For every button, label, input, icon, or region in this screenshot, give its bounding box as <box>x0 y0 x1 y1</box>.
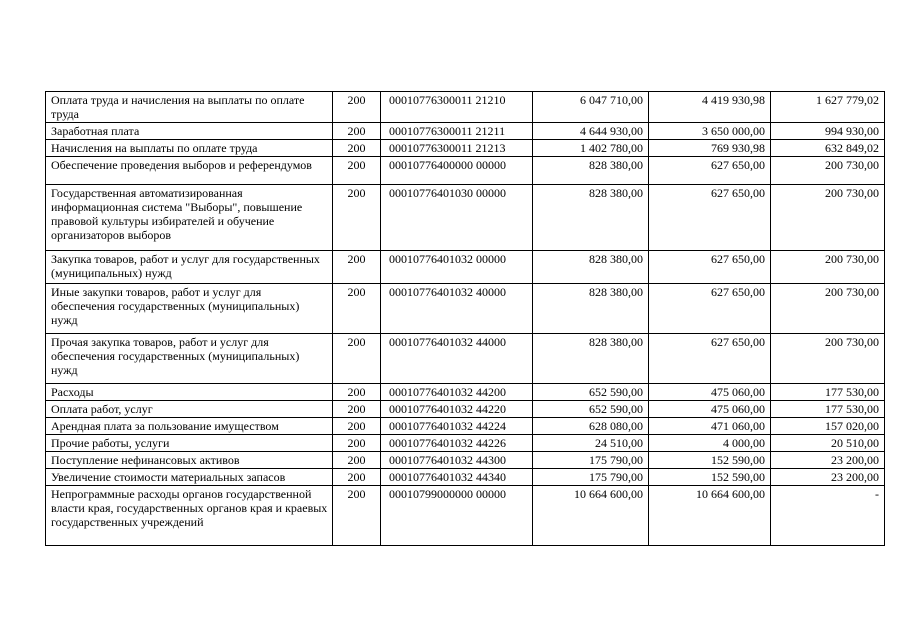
row-unexecuted-cell: 200 730,00 <box>771 157 885 185</box>
row-code-cell: 200 <box>333 284 381 334</box>
row-kbk-cell: 00010776401032 00000 <box>381 251 533 284</box>
row-unexecuted-cell: 157 020,00 <box>771 418 885 435</box>
table-row <box>46 452 885 469</box>
row-approved-cell: 175 790,00 <box>533 452 649 469</box>
row-approved-cell: 175 790,00 <box>533 469 649 486</box>
row-executed-cell: 627 650,00 <box>649 251 771 284</box>
row-approved-cell: 828 380,00 <box>533 251 649 284</box>
row-name-cell: Иные закупки товаров, работ и услуг для обеспечения государственных (муниципальных) нужд <box>46 284 333 334</box>
table-body <box>46 92 885 546</box>
table-row <box>46 486 885 546</box>
row-kbk-cell: 00010776300011 21213 <box>381 140 533 157</box>
row-name-cell: Оплата работ, услуг <box>46 401 333 418</box>
row-executed-cell: 769 930,98 <box>649 140 771 157</box>
row-executed-cell: 627 650,00 <box>649 334 771 384</box>
row-unexecuted-cell: 177 530,00 <box>771 384 885 401</box>
row-unexecuted-cell: 23 200,00 <box>771 452 885 469</box>
row-executed-cell: 10 664 600,00 <box>649 486 771 546</box>
row-name-cell: Начисления на выплаты по оплате труда <box>46 140 333 157</box>
row-unexecuted-cell: 23 200,00 <box>771 469 885 486</box>
row-executed-cell: 152 590,00 <box>649 469 771 486</box>
row-executed-cell: 3 650 000,00 <box>649 123 771 140</box>
row-kbk-cell: 00010776401032 44300 <box>381 452 533 469</box>
table-row <box>46 284 885 334</box>
row-code-cell: 200 <box>333 469 381 486</box>
row-kbk-cell: 00010776401032 44200 <box>381 384 533 401</box>
row-executed-cell: 471 060,00 <box>649 418 771 435</box>
table-row <box>46 334 885 384</box>
row-unexecuted-cell: 200 730,00 <box>771 334 885 384</box>
row-name-cell: Заработная плата <box>46 123 333 140</box>
row-code-cell: 200 <box>333 401 381 418</box>
row-executed-cell: 475 060,00 <box>649 401 771 418</box>
row-executed-cell: 627 650,00 <box>649 284 771 334</box>
row-unexecuted-cell: 994 930,00 <box>771 123 885 140</box>
row-name-cell: Поступление нефинансовых активов <box>46 452 333 469</box>
row-code-cell: 200 <box>333 334 381 384</box>
row-kbk-cell: 00010776401032 44220 <box>381 401 533 418</box>
row-unexecuted-cell: 1 627 779,02 <box>771 92 885 123</box>
row-name-cell: Арендная плата за пользование имуществом <box>46 418 333 435</box>
row-approved-cell: 10 664 600,00 <box>533 486 649 546</box>
row-kbk-cell: 00010776401032 44224 <box>381 418 533 435</box>
row-code-cell: 200 <box>333 384 381 401</box>
row-name-cell: Закупка товаров, работ и услуг для государственных (муниципальных) нужд <box>46 251 333 284</box>
row-executed-cell: 152 590,00 <box>649 452 771 469</box>
row-kbk-cell: 00010776400000 00000 <box>381 157 533 185</box>
table-row <box>46 185 885 251</box>
table-row <box>46 469 885 486</box>
row-kbk-cell: 00010776401032 40000 <box>381 284 533 334</box>
row-approved-cell: 828 380,00 <box>533 185 649 251</box>
table-row <box>46 123 885 140</box>
row-code-cell: 200 <box>333 157 381 185</box>
row-executed-cell: 627 650,00 <box>649 157 771 185</box>
budget-execution-table <box>45 91 885 546</box>
row-executed-cell: 4 000,00 <box>649 435 771 452</box>
row-unexecuted-cell: 632 849,02 <box>771 140 885 157</box>
row-code-cell: 200 <box>333 140 381 157</box>
row-name-cell: Оплата труда и начисления на выплаты по оплате труда <box>46 92 333 123</box>
table-row <box>46 92 885 123</box>
row-approved-cell: 828 380,00 <box>533 284 649 334</box>
row-kbk-cell: 00010776401032 44340 <box>381 469 533 486</box>
row-unexecuted-cell: 20 510,00 <box>771 435 885 452</box>
row-approved-cell: 24 510,00 <box>533 435 649 452</box>
table-row <box>46 140 885 157</box>
row-unexecuted-cell: 200 730,00 <box>771 284 885 334</box>
row-unexecuted-cell: 200 730,00 <box>771 251 885 284</box>
row-name-cell: Обеспечение проведения выборов и референдумов <box>46 157 333 185</box>
row-kbk-cell: 00010776300011 21210 <box>381 92 533 123</box>
row-code-cell: 200 <box>333 185 381 251</box>
row-code-cell: 200 <box>333 486 381 546</box>
row-code-cell: 200 <box>333 123 381 140</box>
table-row <box>46 418 885 435</box>
row-code-cell: 200 <box>333 251 381 284</box>
row-unexecuted-cell: 200 730,00 <box>771 185 885 251</box>
table-row <box>46 435 885 452</box>
row-code-cell: 200 <box>333 435 381 452</box>
row-approved-cell: 652 590,00 <box>533 401 649 418</box>
row-name-cell: Непрограммные расходы органов государственной власти края, государственных органов края и краевых государственных учреждений <box>46 486 333 546</box>
row-kbk-cell: 00010776401030 00000 <box>381 185 533 251</box>
row-unexecuted-cell: 177 530,00 <box>771 401 885 418</box>
row-kbk-cell: 00010776401032 44226 <box>381 435 533 452</box>
row-kbk-cell: 00010776401032 44000 <box>381 334 533 384</box>
row-executed-cell: 475 060,00 <box>649 384 771 401</box>
table-row <box>46 401 885 418</box>
row-approved-cell: 652 590,00 <box>533 384 649 401</box>
row-approved-cell: 628 080,00 <box>533 418 649 435</box>
row-name-cell: Государственная автоматизированная информационная система "Выборы", повышение правовой культуры избирателей и обучение организаторов выборов <box>46 185 333 251</box>
row-approved-cell: 828 380,00 <box>533 157 649 185</box>
table-row <box>46 157 885 185</box>
row-code-cell: 200 <box>333 92 381 123</box>
table-row <box>46 251 885 284</box>
row-kbk-cell: 00010799000000 00000 <box>381 486 533 546</box>
row-executed-cell: 4 419 930,98 <box>649 92 771 123</box>
row-executed-cell: 627 650,00 <box>649 185 771 251</box>
row-name-cell: Прочие работы, услуги <box>46 435 333 452</box>
row-approved-cell: 828 380,00 <box>533 334 649 384</box>
row-code-cell: 200 <box>333 452 381 469</box>
table-row <box>46 384 885 401</box>
row-approved-cell: 1 402 780,00 <box>533 140 649 157</box>
row-approved-cell: 6 047 710,00 <box>533 92 649 123</box>
row-code-cell: 200 <box>333 418 381 435</box>
row-name-cell: Прочая закупка товаров, работ и услуг для обеспечения государственных (муниципальных) нужд <box>46 334 333 384</box>
row-name-cell: Расходы <box>46 384 333 401</box>
row-name-cell: Увеличение стоимости материальных запасов <box>46 469 333 486</box>
row-kbk-cell: 00010776300011 21211 <box>381 123 533 140</box>
row-unexecuted-cell: - <box>771 486 885 546</box>
row-approved-cell: 4 644 930,00 <box>533 123 649 140</box>
